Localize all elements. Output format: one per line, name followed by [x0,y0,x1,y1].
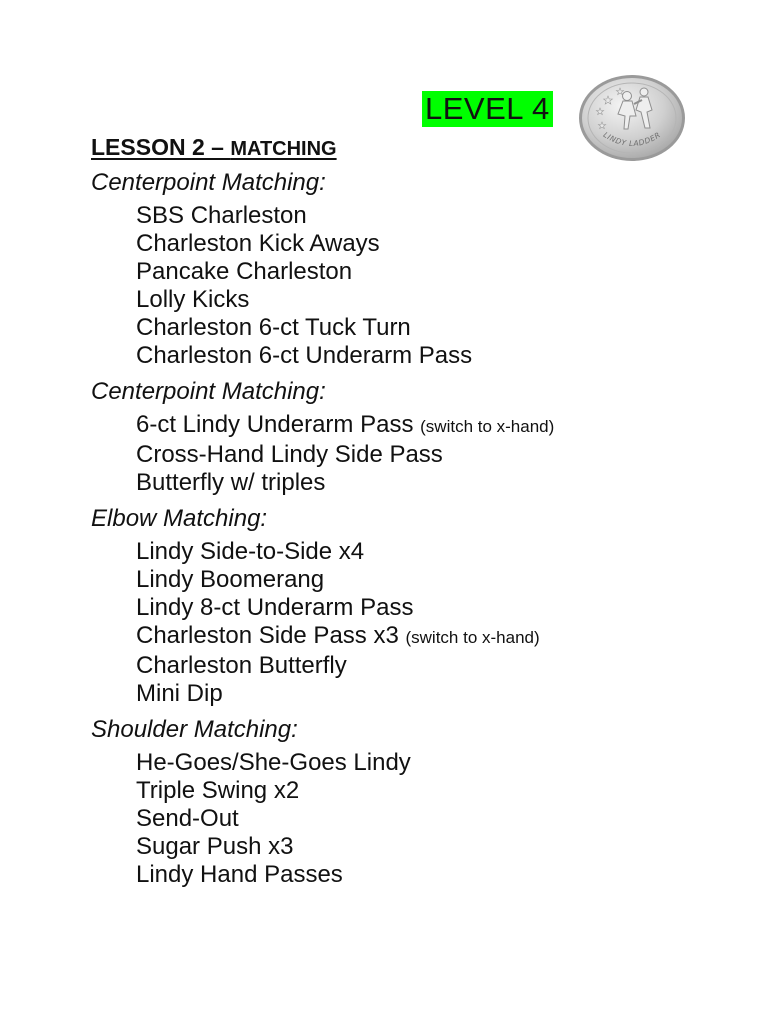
move-item [136,680,751,708]
section-block [91,167,751,370]
move-name: Cross-Hand Lindy Side Pass [136,441,443,468]
lindy-ladder-medal-logo [578,74,686,162]
move-item [136,833,751,861]
move-name: Charleston 6-ct Tuck Turn [136,314,411,341]
move-name: Charleston 6-ct Underarm Pass [136,342,473,369]
move-item [136,469,751,497]
move-name: Lolly Kicks [136,286,250,313]
move-name: Lindy 8-ct Underarm Pass [136,594,414,621]
section-block [91,503,751,708]
move-name: Charleston Butterfly [136,652,347,679]
move-note: (switch to x-hand) [420,417,555,436]
section-block [91,376,751,497]
level-badge [422,91,553,127]
move-note: (switch to x-hand) [405,628,540,647]
lesson-title-part1: LESSON 2 – [91,134,231,160]
move-item [136,566,751,594]
move-name: Pancake Charleston [136,258,353,285]
move-name: Sugar Push x3 [136,833,294,860]
move-item [136,622,751,652]
lesson-title [91,133,337,163]
move-name: Butterfly w/ triples [136,469,326,496]
move-item [136,342,751,370]
move-name: Charleston Kick Aways [136,230,380,257]
move-name: Lindy Hand Passes [136,861,343,888]
move-item [136,230,751,258]
move-item [136,749,751,777]
move-item [136,538,751,566]
move-item [136,861,751,889]
move-item [136,777,751,805]
move-list [91,538,751,708]
move-item [136,594,751,622]
lesson-sections [91,167,751,895]
move-name: Charleston Side Pass x3 [136,622,399,649]
move-item [136,441,751,469]
move-name: Lindy Side-to-Side x4 [136,538,365,565]
move-item [136,652,751,680]
medal-text: LINDY LADDER [601,130,663,149]
move-name: He-Goes/She-Goes Lindy [136,749,411,776]
move-list [91,202,751,370]
section-block [91,714,751,889]
move-name: Triple Swing x2 [136,777,300,804]
move-name: Lindy Boomerang [136,566,325,593]
section-heading: Elbow Matching: [91,505,268,532]
move-name: 6-ct Lindy Underarm Pass [136,411,414,438]
section-heading: Centerpoint Matching: [91,169,326,196]
section-heading: Shoulder Matching: [91,716,298,743]
move-item [136,258,751,286]
move-item [136,411,751,441]
move-list [91,411,751,497]
move-item [136,202,751,230]
move-name: Mini Dip [136,680,223,707]
move-name: SBS Charleston [136,202,307,229]
move-item [136,314,751,342]
level-label: LEVEL 4 [425,91,550,126]
move-name: Send-Out [136,805,239,832]
move-list [91,749,751,889]
lesson-title-part2: MATCHING [230,138,337,160]
section-heading: Centerpoint Matching: [91,378,326,405]
move-item [136,286,751,314]
move-item [136,805,751,833]
